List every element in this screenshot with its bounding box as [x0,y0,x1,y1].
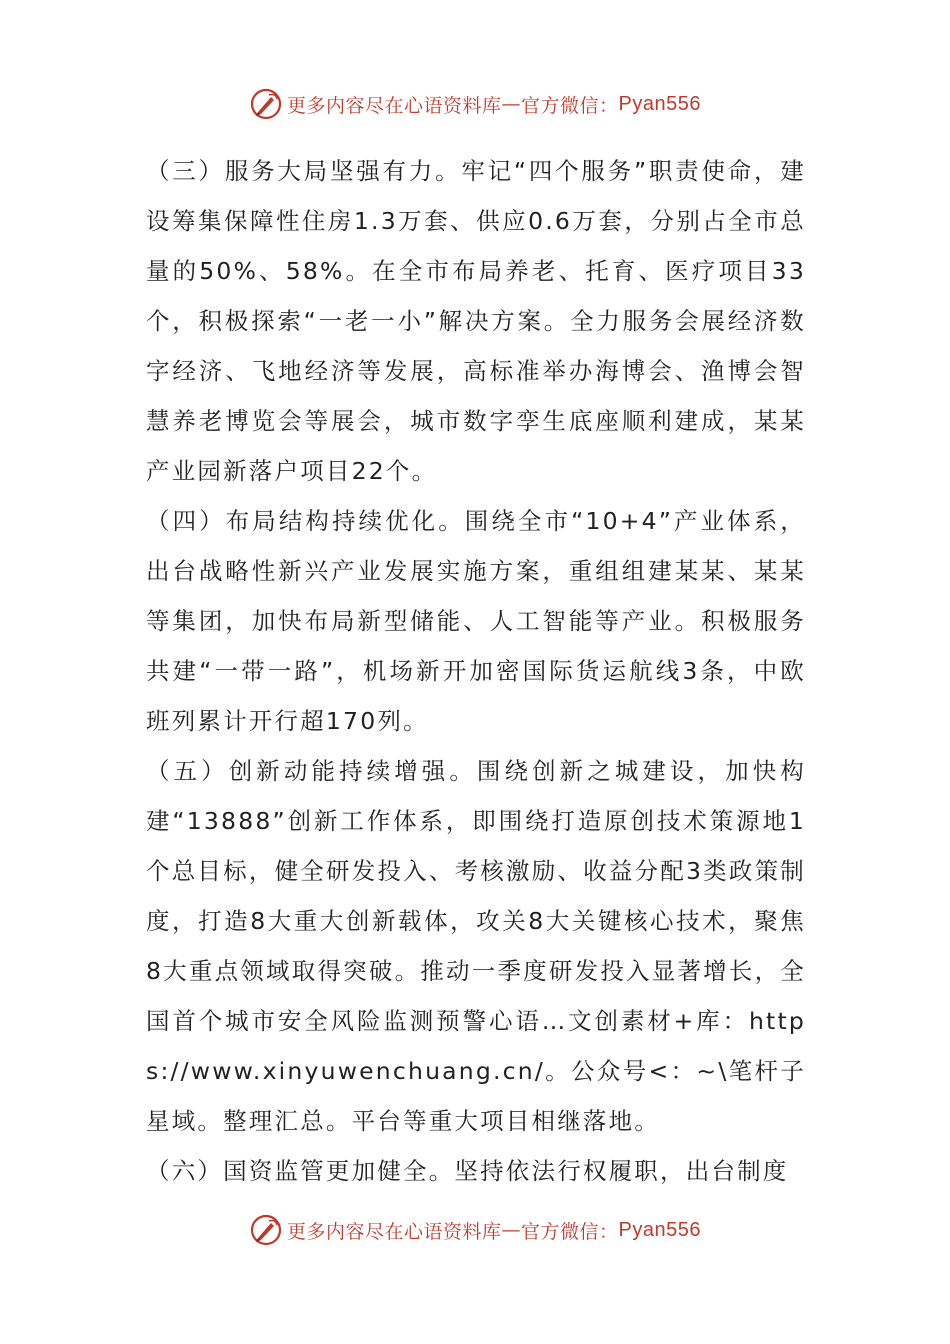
banner-contact: 官方微信： [521,94,619,117]
header-banner [0,84,950,124]
footer-banner [0,1210,950,1250]
document-body [146,146,806,1196]
banner-dash: — [501,93,522,115]
banner-contact: 官方微信： [521,1220,619,1243]
banner-wechat-id: Pyan556 [618,1218,701,1241]
paragraph-4: （四）布局结构持续优化。围绕全市“10+4”产业体系，出台战略性新兴产业发展实施方案，重组组建某某、某某等集团，加快布局新型储能、人工智能等产业。积极服务共建“一带一路”，机场新开加密国际货运航线3条，中欧班列累计开行超170列。 [146,507,806,735]
paragraph-3: （三）服务大局坚强有力。牢记“四个服务”职责使命，建设筹集保障性住房1.3万套、供应0.6万套，分别占全市总量的50%、58%。在全市布局养老、托育、医疗项目33个，积极探索“一老一小”解决方案。全力服务会展经济数字经济、飞地经济等发展，高标准举办海博会、渔博会智慧养老博览会等展会，城市数字孪生底座顺利建成，某某产业园新落户项目22个。 [146,157,806,485]
pen-logo-icon [249,87,283,121]
banner-text: 更多内容尽在心语资料库 [287,94,502,117]
banner-text: 更多内容尽在心语资料库 [287,1220,502,1243]
paragraph-5: （五）创新动能持续增强。围绕创新之城建设，加快构建“13888”创新工作体系，即围绕打造原创技术策源地1个总目标，健全研发投入、考核激励、收益分配3类政策制度，打造8大重大创新载体，攻关8大关键核心技术，聚焦8大重点领域取得突破。推动一季度研发投入显著增长，全国首个城市安全风险监测预警心语…文创素材+库：https://www.xinyuwenchuang.cn/。公众号<：~\笔杆子星域。整理汇总。平台等重大项目相继落地。 [146,757,806,1135]
banner-wechat-id: Pyan556 [618,92,701,115]
paragraph-6: （六）国资监管更加健全。坚持依法行权履职，出台制度 [146,1157,789,1185]
banner-dash: — [501,1219,522,1241]
pen-logo-icon [249,1213,283,1247]
